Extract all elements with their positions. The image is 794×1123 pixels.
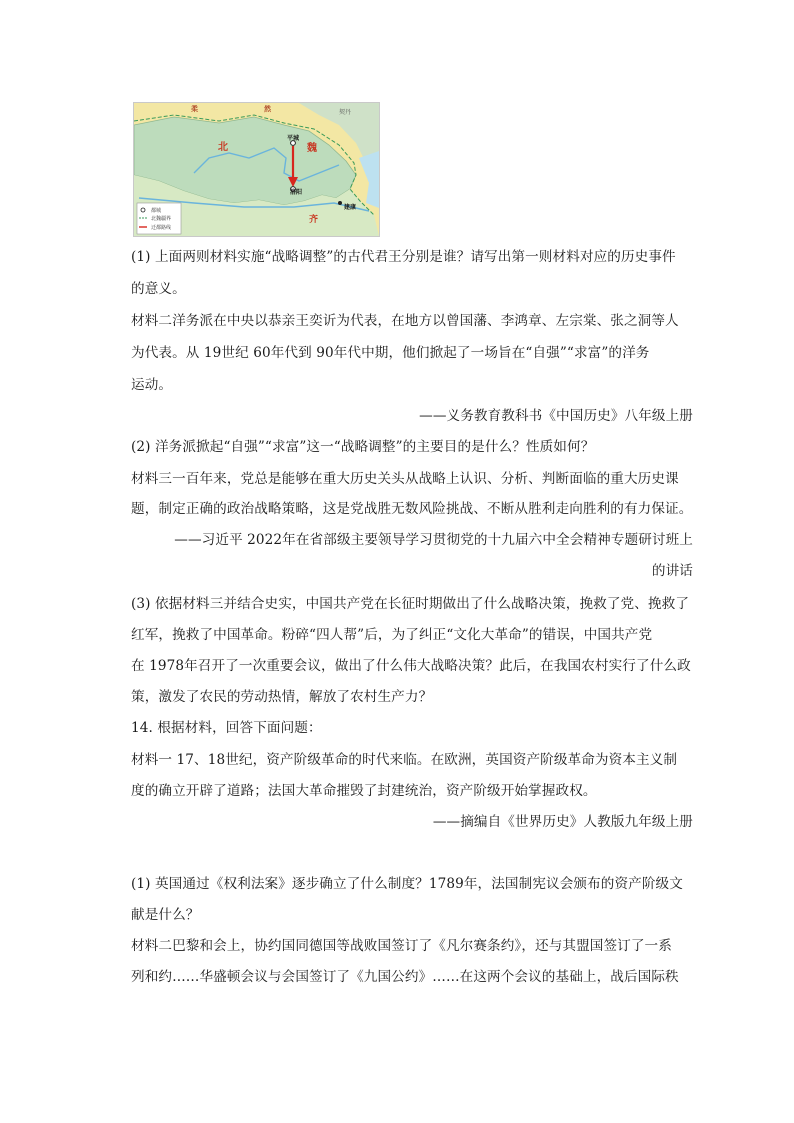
label-qi: 齐 [309,215,319,225]
label-luoyang: 洛阳 [290,189,303,196]
material-2b-line1: 材料二巴黎和会上，协约国同德国等战败国签订了《凡尔赛条约》，还与其盟国签订了一系 [131,938,672,954]
legend-border: 北魏疆界 [151,216,172,222]
material-1-source: ——摘编自《世界历史》人教版九年级上册 [432,814,693,830]
material-3-line1: 材料三一百年来，党总是能够在重大历史关头从战略上认识、分析、判断面临的重大历史课 [131,471,679,487]
material-3-source-cont: 的讲话 [651,563,693,579]
material-1-line2: 度的确立开辟了道路；法国大革命摧毁了封建统治，资产阶级开始掌握政权。 [131,783,597,799]
label-qidan: 契丹 [339,109,352,116]
material-2-line3: 运动。 [131,377,173,393]
legend-route: 迁都路线 [151,225,172,231]
label-wei: 魏 [307,143,317,154]
material-3-source: ——习近平 2022年在省部级主要领导学习贯彻党的十九届六中全会精神专题研讨班上 [174,532,693,548]
question-1-1-line1: (1) 上面两则材料实施“战略调整”的古代君王分别是谁？请写出第一则材料对应的历史事件 [131,249,676,265]
material-3-line2: 题，制定正确的政治战略策略，这是党战胜无数风险挑战、不断从胜利走向胜利的有力保证。 [131,501,693,517]
material-2b-line2: 列和约……华盛顿会议与会国签订了《九国公约》……在这两个会议的基础上，战后国际秩 [131,969,679,985]
material-2-line1: 材料二洋务派在中央以恭亲王奕䜣为代表，在地方以曾国藩、李鸿章、左宗棠、张之洞等人 [131,313,679,329]
question-1-1-line2: 的意义。 [131,281,186,297]
question-1-3-line4: 策，激发了农民的劳动热情，解放了农村生产力？ [131,689,433,705]
question-1-3-line1: (3) 依据材料三并结合史实，中国共产党在长征时期做出了什么战略决策，挽救了党、挽救了 [131,596,690,612]
question-14-1-line2: 献是什么？ [131,907,200,923]
label-north: 北 [218,142,228,153]
legend-capital: 都城 [151,208,162,214]
legend-capital-symbol [141,208,145,212]
material-2-line2: 为代表。从 19世纪 60年代到 90年代中期，他们掀起了一场旨在“自强”“求富”的洋务 [131,345,650,361]
label-jiankang: 建康 [344,204,357,211]
jiankang-marker [338,201,342,205]
question-1-3-line2: 红军，挽救了中国革命。粉碎“四人帮”后，为了纠正“文化大革命”的错误，中国共产党 [131,627,653,643]
question-14-heading: 14. 根据材料，回答下面问题： [131,720,322,736]
question-14-1-line1: (1) 英国通过《权利法案》逐步确立了什么制度？1789年，法国制宪议会颁布的资产阶级文 [131,876,683,892]
material-1-line1: 材料一 17、18世纪，资产阶级革命的时代来临。在欧洲，英国资产阶级革命为资本主义制 [131,752,678,768]
label-ran: 然 [264,104,271,113]
question-1-3-line3: 在 1978年召开了一次重要会议，做出了什么伟大战略决策？此后，在我国农村实行了什么政 [131,658,691,674]
historical-map [133,102,380,237]
material-2-source: ——义务教育教科书《中国历史》八年级上册 [419,408,693,424]
label-rou: 柔 [191,104,198,113]
label-pingcheng: 平城 [287,135,300,142]
question-1-2: (2) 洋务派掀起“自强”“求富”这一“战略调整”的主要目的是什么？性质如何？ [131,439,595,455]
map-graphic [134,103,379,236]
